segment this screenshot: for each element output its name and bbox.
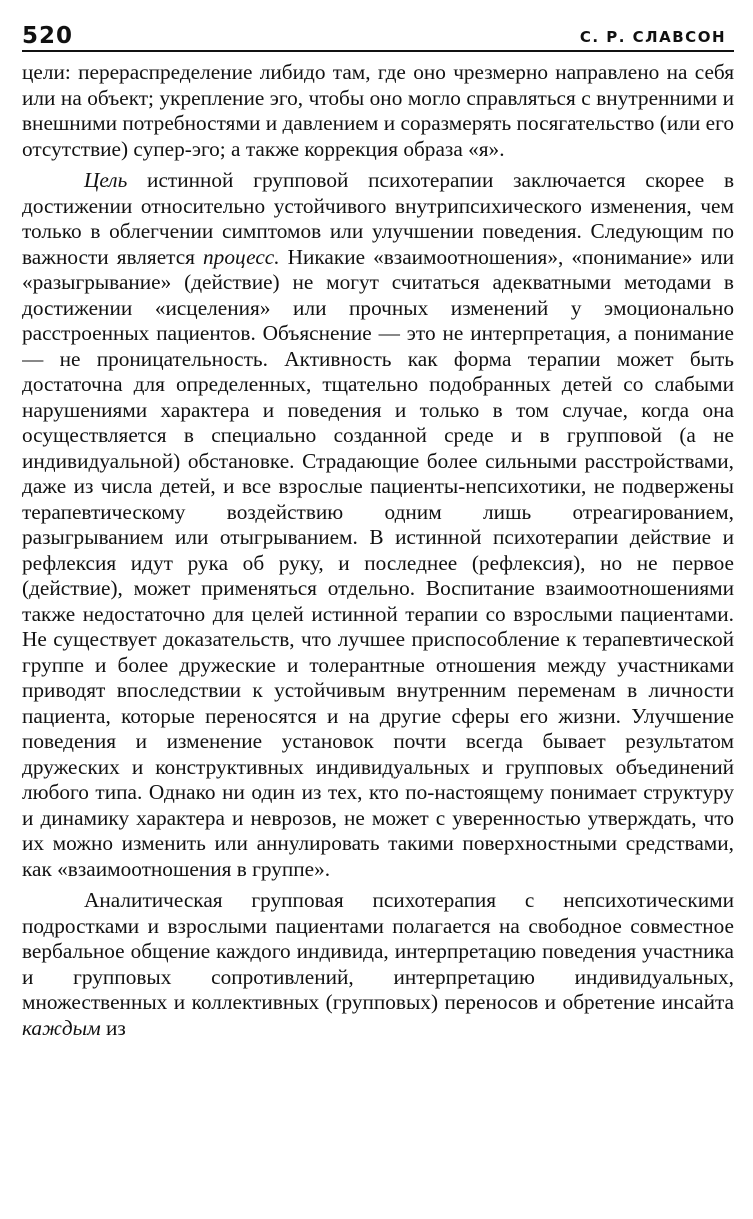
paragraph-2	[22, 168, 734, 882]
paragraph-1	[22, 60, 734, 162]
paragraph-3	[22, 888, 734, 1041]
paragraph-2-text-2: Никакие «взаимоотношения», «понимание» или «разыгрывание» (действие) не могут считаться адекватными методами в достижении «исцеления» или прочных изменений у эмоционально расстроенных пациентов. Объяснение — это не интерпретация, а понимание — не проницательность. Активность как форма терапии может быть достаточна для определенных, тщательно подобранных детей со слабыми нарушениями характера и поведения и только в том случае, когда она осуществляется в специально созданной среде и в групповой (а не индивидуальной) обстановке. Страдающие более сильными расстройствами, даже из числа детей, и все взрослые пациенты-непсихотики, не подвержены терапевтическому воздействию одним лишь отреагированием, разыгрыванием или отыгрыванием. В истинной психотерапии действие и рефлексия идут рука об руку, и последнее (рефлексия), но не первое (действие), может применяться отдельно. Воспитание взаимоотношениями также недостаточно для целей истинной терапии со взрослыми пациентами. Не существует доказательств, что лучшее приспособление к терапевтической группе и более дружеские и толерантные отношения между участниками приводят впоследствии к устойчивым внутренним переменам в личности пациента, которые переносятся и на другие сферы его жизни. Улучшение поведения и изменение установок почти всегда бывает результатом дружеских и конструктивных индивидуальных и групповых объединений любого типа. Однако ни один из тех, кто по-настоящему понимает структуру и динамику характера и неврозов, не может с уверенностью утверждать, что их можно изменить или аннулировать такими поверхностными средствами, как «взаимоотношения в группе».	[22, 244, 734, 881]
page-number: 520	[22, 23, 74, 49]
paragraph-3-italic-1: каждым	[22, 1015, 101, 1040]
paragraph-2-text-1: истинной групповой психотерапии заключается скорее в достижении относительно устойчивого внутрипсихического изменения, чем только в облегчении симптомов или улучшении поведения. Следующим по важности является	[22, 168, 734, 269]
paragraph-1-text: цели: перераспределение либидо там, где оно чрезмерно направлено на себя или на объект; укрепление эго, чтобы оно могло справляться с внутренними и внешними потребностями и давлением и соразмерять посягательство (или его отсутствие) супер-эго; а также коррекция образа «я».	[22, 60, 734, 161]
page-header	[22, 20, 734, 52]
book-page	[22, 20, 734, 1212]
paragraph-3-text-1: Аналитическая групповая психотерапия с непсихотическими подростками и взрослыми пациентами полагается на свободное совместное вербальное общение каждого индивида, интерпретацию поведения участника и групповых сопротивлений, интерпретацию индивидуальных, множественных и коллективных (групповых) переносов и обретение инсайта	[22, 888, 734, 1014]
running-head: С. Р. СЛАВСОН	[579, 28, 726, 46]
paragraph-3-text-2: из	[100, 1015, 126, 1040]
paragraph-2-lead-italic: Цель	[84, 168, 128, 192]
paragraph-2-italic-2: процесс.	[203, 244, 280, 269]
body-text	[22, 60, 734, 1041]
